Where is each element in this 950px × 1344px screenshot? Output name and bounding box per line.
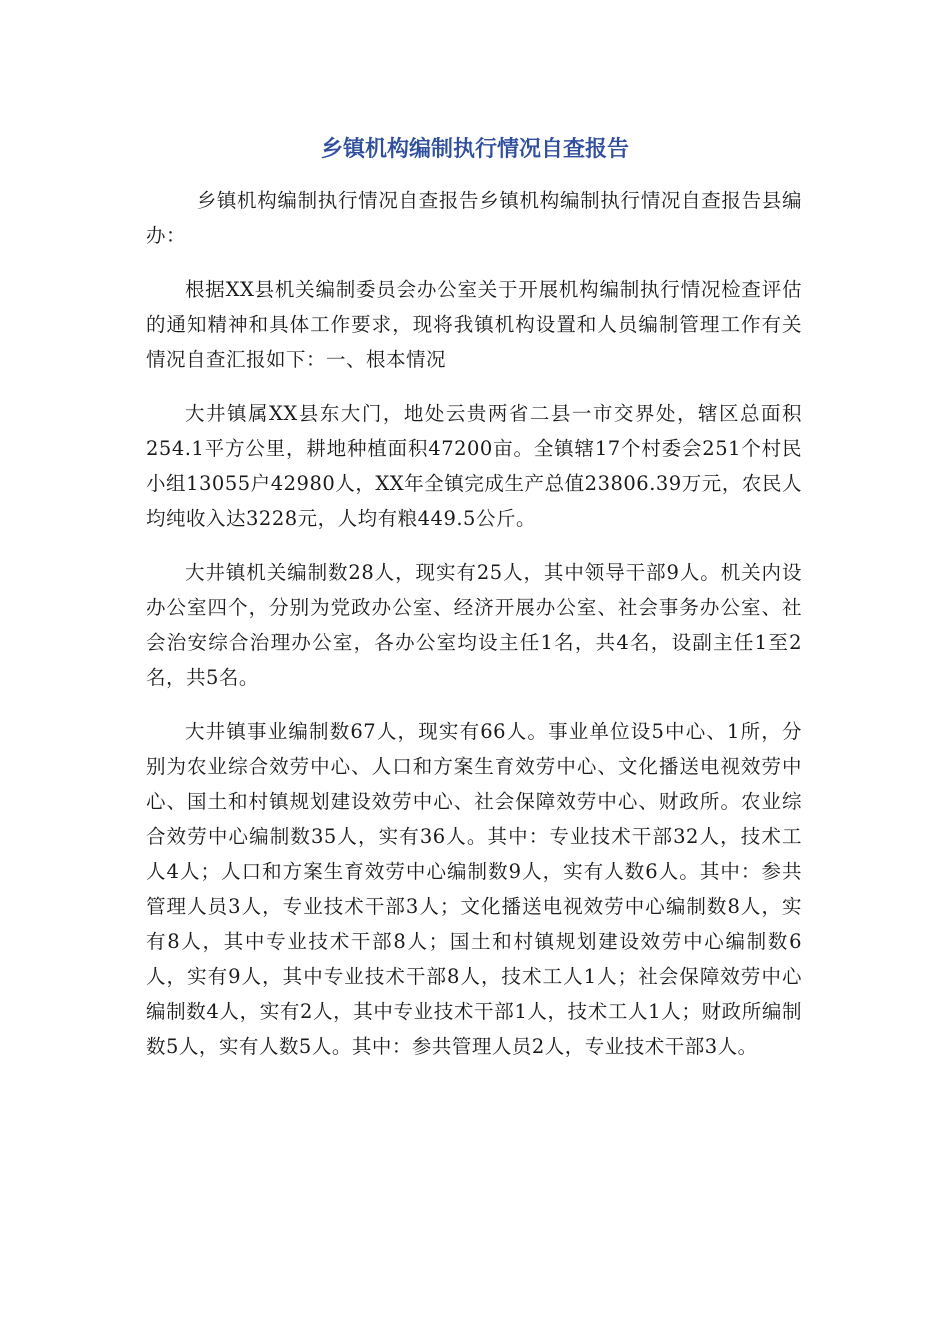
paragraph-institution-staffing: 大井镇事业编制数67人，现实有66人。事业单位设5中心、1所，分别为农业综合效劳中心、人口和方案生育效劳中心、文化播送电视效劳中心、国土和村镇规划建设效劳中心、社会保障效劳中心、财政所。农业综合效劳中心编制数35人，实有36人。其中：专业技术干部32人，技术工人4人；人口和方案生育效劳中心编制数9人，实有人数6人。其中：参共管理人员3人，专业技术干部3人；文化播送电视效劳中心编制数8人，实有8人，其中专业技术干部8人；国土和村镇规划建设效劳中心编制数6人，实有9人，其中专业技术干部8人，技术工人1人；社会保障效劳中心编制数4人，实有2人，其中专业技术干部1人，技术工人1人；财政所编制数5人，实有人数5人。其中：参共管理人员2人，专业技术干部3人。 (146, 720, 802, 1058)
paragraph-administrative-staffing: 大井镇机关编制数28人，现实有25人，其中领导干部9人。机关内设办公室四个，分别为党政办公室、经济开展办公室、社会事务办公室、社会治安综合治理办公室，各办公室均设主任1名，共4名，设副主任1至2名，共5名。 (146, 561, 802, 689)
document-body (146, 183, 802, 1083)
paragraph-town-overview: 大井镇属XX县东大门，地处云贵两省二县一市交界处，辖区总面积254.1平方公里，耕地种植面积47200亩。全镇辖17个村委会251个村民小组13055户42980人，XX年全镇完成生产总值23806.39万元，农民人均纯收入达3228元，人均有粮449.5公斤。 (146, 402, 802, 530)
document-title: 乡镇机构编制执行情况自查报告 (320, 137, 629, 162)
paragraph-purpose: 根据XX县机关编制委员会办公室关于开展机构编制执行情况检查评估的通知精神和具体工作要求，现将我镇机构设置和人员编制管理工作有关情况自查汇报如下：一、根本情况 (146, 278, 802, 371)
paragraph-intro: 乡镇机构编制执行情况自查报告乡镇机构编制执行情况自查报告县编办： (146, 189, 802, 247)
